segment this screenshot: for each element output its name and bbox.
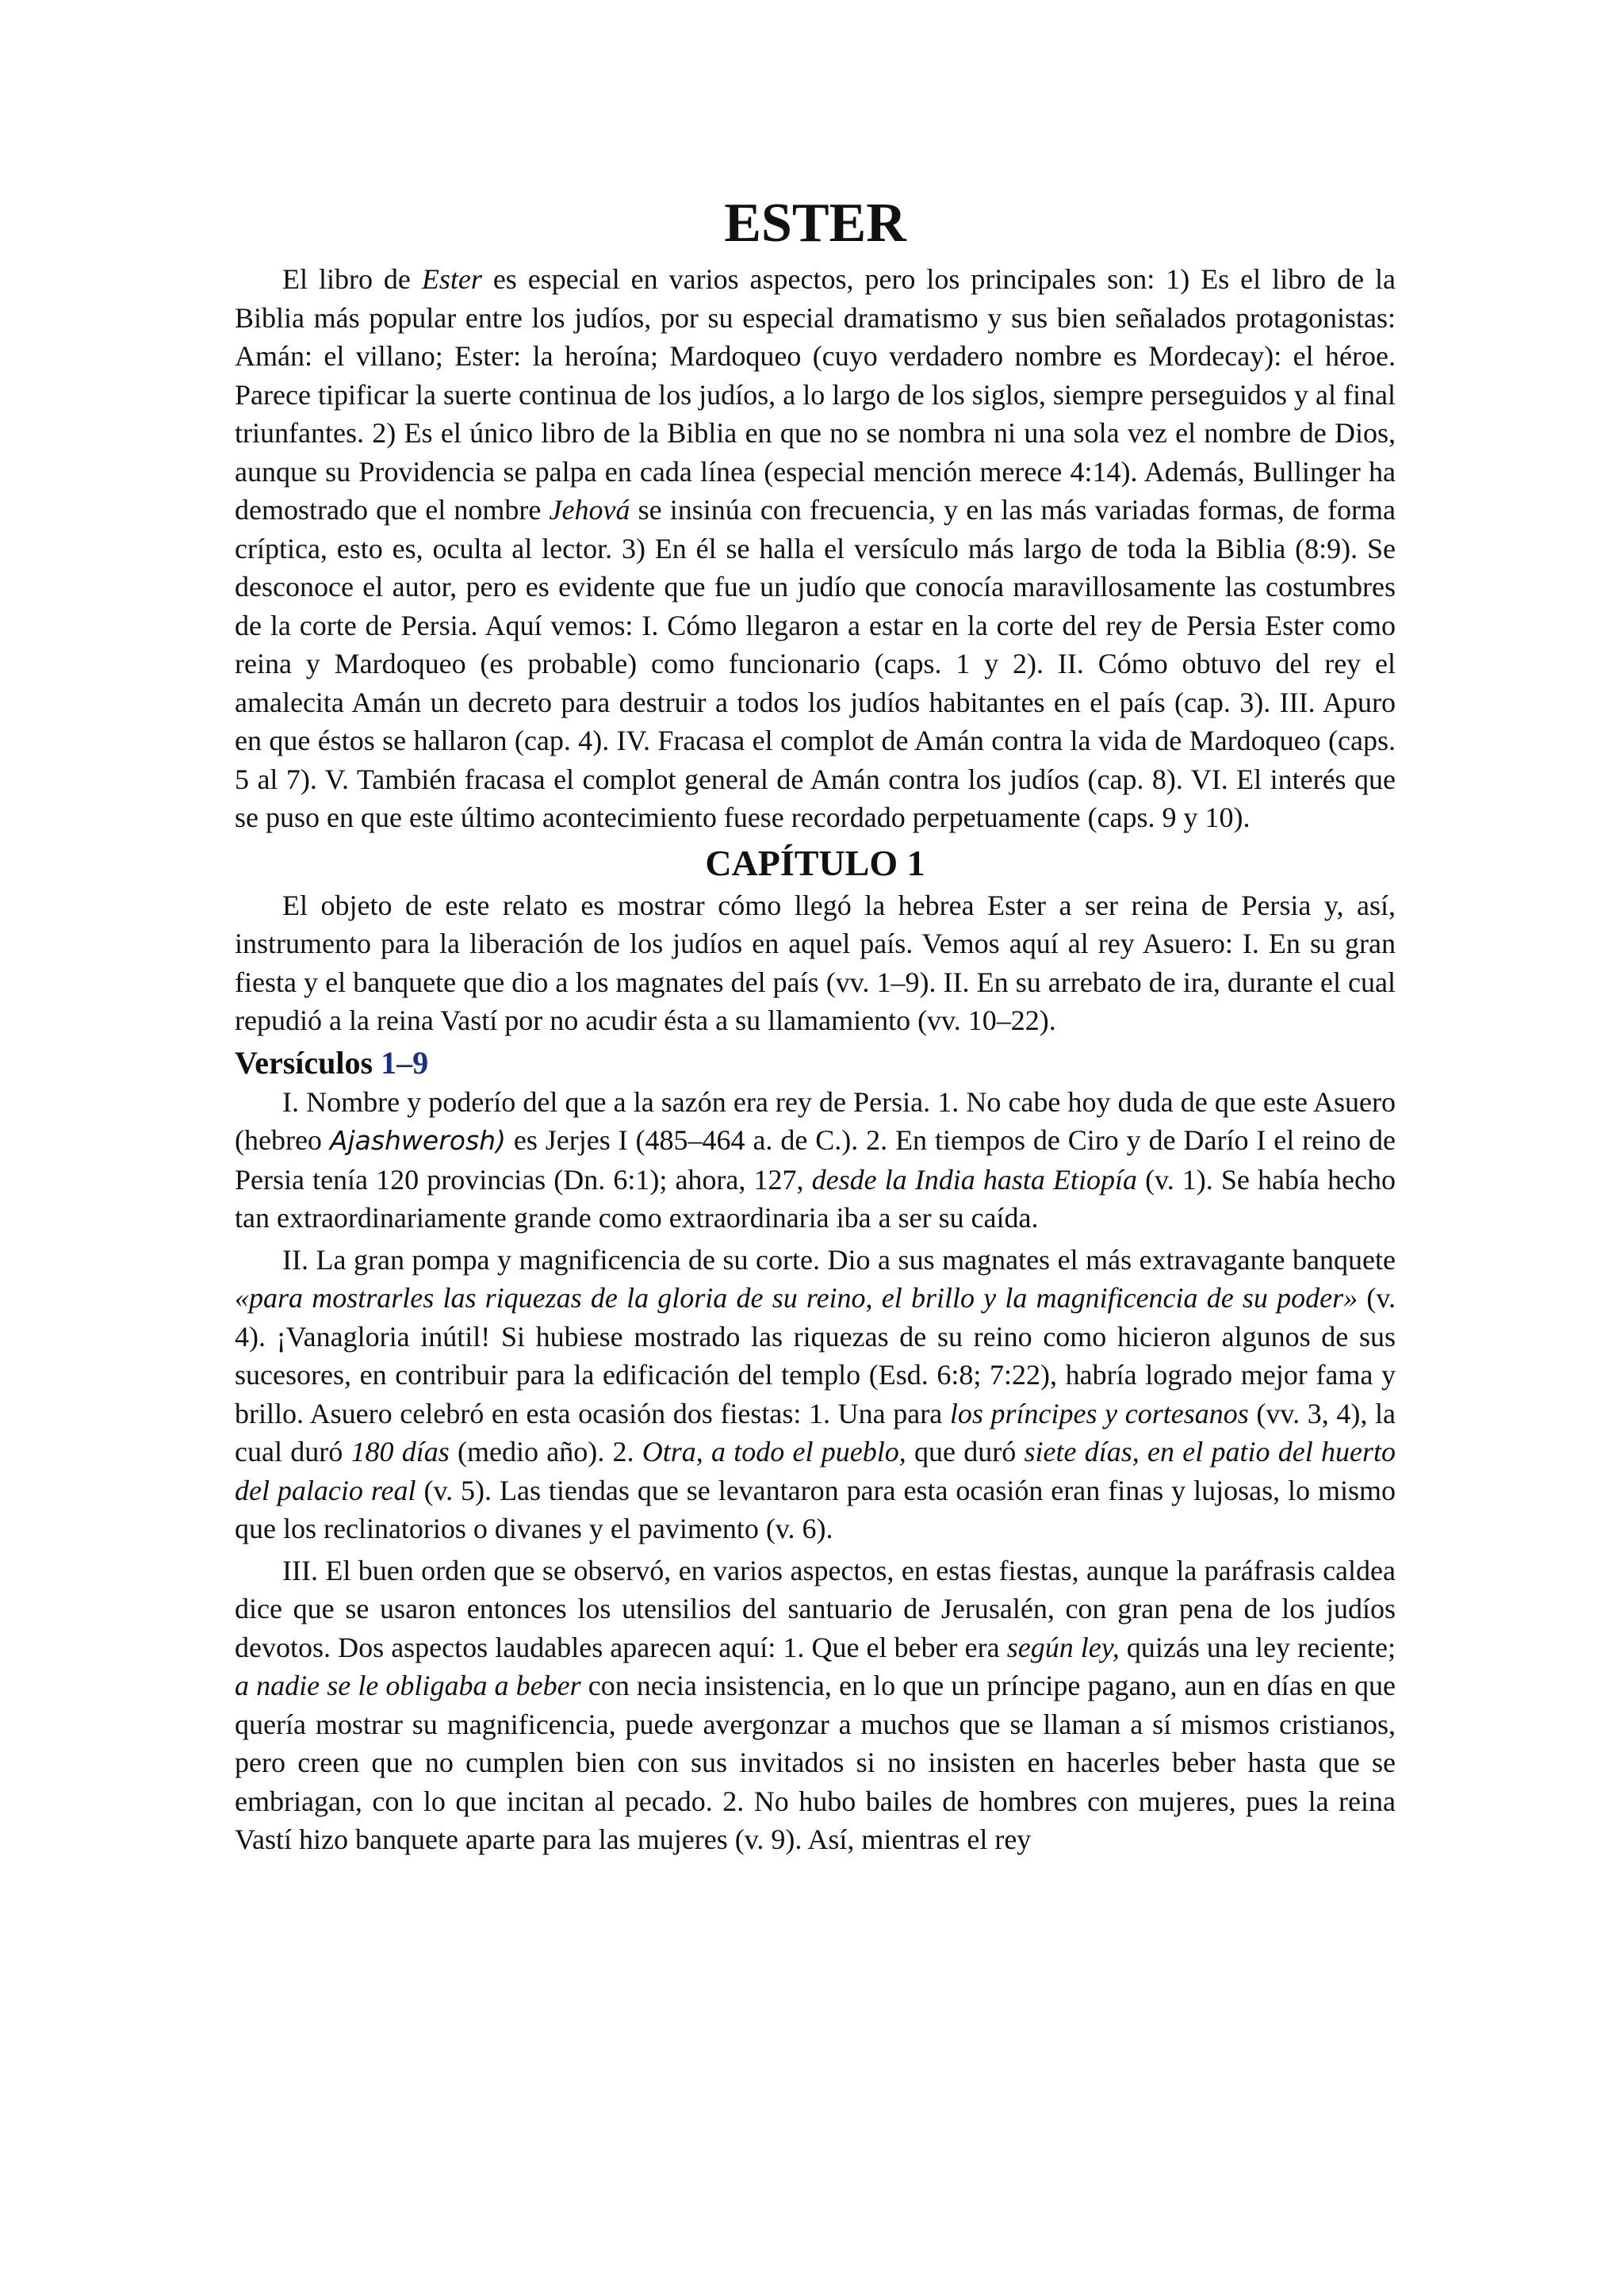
chapter-heading: CAPÍTULO 1: [705, 842, 925, 883]
verse-reference-link[interactable]: 1–9: [381, 1044, 429, 1081]
paragraph-1: I. Nombre y poderío del que a la sazón era rey de Persia. 1. No cabe hoy duda de que este Asuero (hebreo Ajashwerosh) es Jerjes I (485–464 a. de C.). 2. En tiempos de Ciro y de Darío I el reino de Persia tenía 120 provincias (Dn. 6:1); ahora, 127, desde la India hasta Etiopía (v. 1). Se había hecho tan extraordinariamente grande como extraordinaria iba a ser su caída.: [235, 1085, 1396, 1234]
chapter-intro-paragraph: El objeto de este relato es mostrar cómo llegó la hebrea Ester a ser reina de Persia y, así, instrumento para la liberación de los judíos en aquel país. Vemos aquí al rey Asuero: I. En su gran fiesta y el banquete que dio a los magnates del país (vv. 1–9). II. En su arrebato de ira, durante el cual repudió a la reina Vastí por no acudir ésta a su llamamiento (vv. 10–22).: [235, 889, 1396, 1036]
book-title: ESTER: [724, 193, 906, 254]
section-heading: Versículos 1–9: [235, 1044, 429, 1081]
paragraph-2: II. La gran pompa y magnificencia de su corte. Dio a sus magnates el más extravagante banquete «para mostrarles las riquezas de la gloria de su reino, el brillo y la magnificencia de su poder» (v. 4). ¡Vanagloria inútil! Si hubiese mostrado las riquezas de su reino como hicieron algunos de sus sucesores, en contribuir para la edificación del templo (Esd. 6:8; 7:22), habría logrado mejor fama y brillo. Asuero celebró en esta ocasión dos fiestas: 1. Una para los príncipes y cortesanos (vv. 3, 4), la cual duró 180 días (medio año). 2. Otra, a todo el pueblo, que duró siete días, en el patio del huerto del palacio real (v. 5). Las tiendas que se levantaron para esta ocasión eran finas y lujosas, lo mismo que los reclinatorios o divanes y el pavimento (v. 6).: [235, 1243, 1396, 1544]
document-page: [235, 189, 1396, 1862]
paragraph-3: III. El buen orden que se observó, en varios aspectos, en estas fiestas, aunque la paráfrasis caldea dice que se usaron entonces los utensilios del santuario de Jerusalén, con gran pena de los judíos devotos. Dos aspectos laudables aparecen aquí: 1. Que el beber era según ley, quizás una ley reciente; a nadie se le obligaba a beber con necia insistencia, en lo que un príncipe pagano, aun en días en que quería mostrar su magnificencia, puede avergonzar a muchos que se llaman a sí mismos cristianos, pero creen que no cumplen bien con sus invitados si no insisten en hacerles beber hasta que se embriagan, con lo que incitan al pecado. 2. No hubo bailes de hombres con mujeres, pues la reina Vastí hizo banquete aparte para las mujeres (v. 9). Así, mientras el rey: [235, 1554, 1396, 1855]
intro-paragraph: El libro de Ester es especial en varios aspectos, pero los principales son: 1) Es el libro de la Biblia más popular entre los judíos, por su especial dramatismo y sus bien señalados protagonistas: Amán: el villano; Ester: la heroína; Mardoqueo (cuyo verdadero nombre es Mordecay): el héroe. Parece tipificar la suerte continua de los judíos, a lo largo de los siglos, siempre perseguidos y al final triunfantes. 2) Es el único libro de la Biblia en que no se nombra ni una sola vez el nombre de Dios, aunque su Providencia se palpa en cada línea (especial mención merece 4:14). Además, Bullinger ha demostrado que el nombre Jehová se insinúa con frecuencia, y en las más variadas formas, de forma críptica, esto es, oculta al lector. 3) En él se halla el versículo más largo de toda la Biblia (8:9). Se desconoce el autor, pero es evidente que fue un judío que conocía maravillosamente las costumbres de la corte de Persia. Aquí vemos: I. Cómo llegaron a estar en la corte del rey de Persia Ester como reina y Mardoqueo (es probable) como funcionario (caps. 1 y 2). II. Cómo obtuvo del rey el amalecita Amán un decreto para destruir a todos los judíos habitantes en el país (cap. 3). III. Apuro en que éstos se hallaron (cap. 4). IV. Fracasa el complot de Amán contra la vida de Mardoqueo (caps. 5 al 7). V. También fracasa el complot general de Amán contra los judíos (cap. 8). VI. El interés que se puso en que este último acontecimiento fuese recordado perpetuamente (caps. 9 y 10).: [235, 263, 1396, 833]
